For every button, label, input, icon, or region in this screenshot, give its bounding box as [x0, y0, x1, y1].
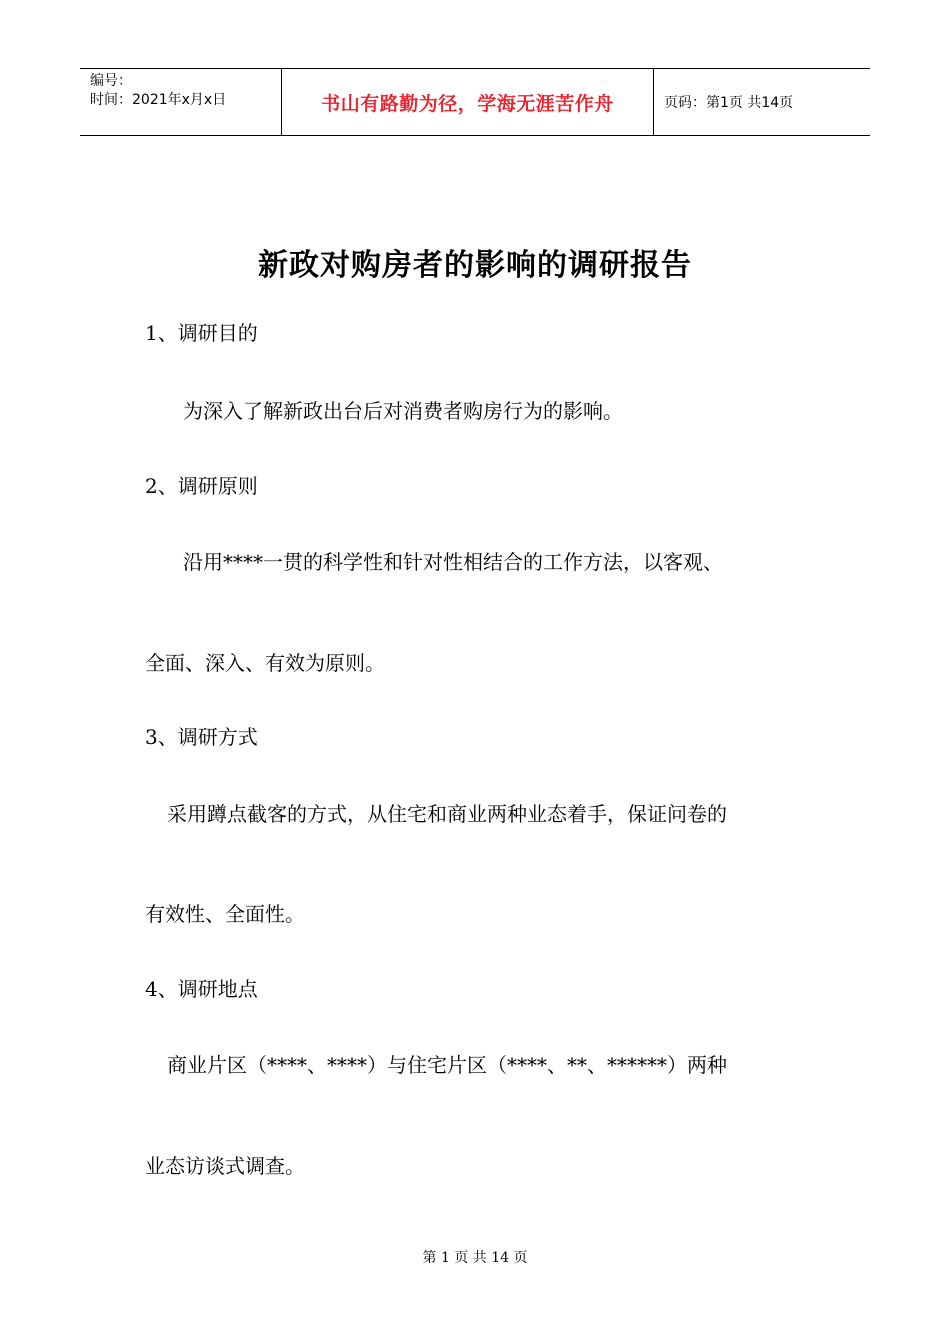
header-motto-cell [282, 69, 654, 135]
section-4-heading: 4、调研地点 [145, 977, 258, 1001]
header-page-info: 页码：第1页 共14页 [664, 95, 794, 111]
header-table [80, 68, 870, 136]
section-3-text-line-1: 采用蹲点截客的方式，从住宅和商业两种业态着手，保证问卷的 [167, 802, 727, 826]
section-1-text: 为深入了解新政出台后对消费者购房行为的影响。 [183, 399, 623, 423]
section-2-text-line-2: 全面、深入、有效为原则。 [145, 651, 385, 675]
section-1-heading: 1、调研目的 [145, 321, 258, 345]
document-title: 新政对购房者的影响的调研报告 [258, 248, 692, 283]
header-page-cell [654, 69, 870, 135]
section-4-text-line-2: 业态访谈式调查。 [145, 1154, 305, 1178]
document-number-label: 编号： [90, 73, 132, 89]
section-2-heading: 2、调研原则 [145, 474, 258, 498]
section-4-text-line-1: 商业片区（****、****）与住宅片区（****、**、******）两种 [167, 1053, 727, 1077]
section-3-text-line-2: 有效性、全面性。 [145, 902, 305, 926]
section-3-heading: 3、调研方式 [145, 725, 258, 749]
section-2-text-line-1: 沿用****一贯的科学性和针对性相结合的工作方法，以客观、 [183, 550, 723, 574]
header-meta-cell [80, 69, 282, 135]
header-motto: 书山有路勤为径，学海无涯苦作舟 [321, 92, 614, 115]
document-time-label: 时间：2021年x月x日 [90, 92, 227, 108]
page-footer: 第 1 页 共 14 页 [422, 1250, 528, 1266]
